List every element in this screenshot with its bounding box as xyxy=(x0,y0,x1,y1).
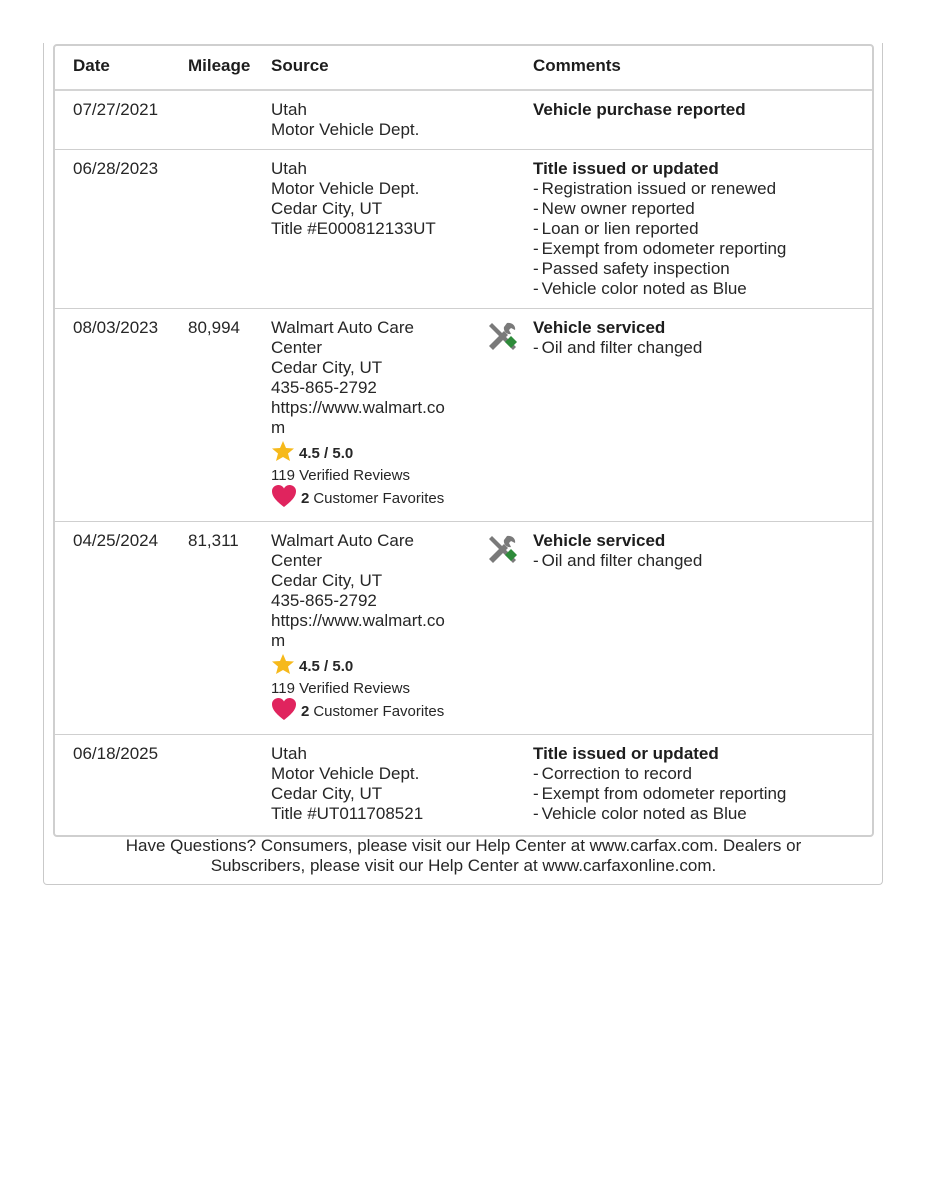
heart-icon xyxy=(271,697,297,727)
row-comments xyxy=(533,531,863,571)
source-line: Cedar City, UT xyxy=(271,358,383,377)
source-line: Walmart Auto Care xyxy=(271,318,414,337)
row-mileage: 80,994 xyxy=(188,318,240,337)
comment-item-text: New owner reported xyxy=(541,199,695,218)
row-comments xyxy=(533,744,863,824)
row-date: 06/18/2025 xyxy=(73,744,159,763)
favorites-label: Customer Favorites xyxy=(313,490,445,507)
comment-title: Vehicle purchase reported xyxy=(533,100,746,119)
customer-favorites xyxy=(271,700,471,724)
rating-score: 4.5 / 5.0 xyxy=(299,445,354,462)
comment-item-text: Exempt from odometer reporting xyxy=(541,239,787,258)
comment-item-text: Passed safety inspection xyxy=(541,259,730,278)
header-mileage: Mileage xyxy=(188,56,251,75)
reviews-count: 119 Verified Reviews xyxy=(271,467,410,484)
comment-title: Title issued or updated xyxy=(533,159,719,178)
table-row xyxy=(55,522,872,735)
table-row xyxy=(55,309,872,522)
row-date: 06/28/2023 xyxy=(73,159,159,178)
rating xyxy=(271,656,471,678)
star-icon xyxy=(271,440,295,468)
comment-title: Vehicle serviced xyxy=(533,318,666,337)
row-source xyxy=(271,531,471,724)
comment-item: - Registration issued or renewed xyxy=(533,179,777,198)
comment-item-text: Correction to record xyxy=(541,764,692,783)
source-line: Cedar City, UT xyxy=(271,784,383,803)
comment-item: - Exempt from odometer reporting xyxy=(533,784,787,803)
favorites-count: 2 xyxy=(301,490,310,507)
table-header xyxy=(55,46,872,91)
row-comments xyxy=(533,318,863,358)
row-comments xyxy=(533,100,863,120)
row-comments xyxy=(533,159,863,299)
source-line: m xyxy=(271,631,286,650)
row-source xyxy=(271,744,471,824)
table-row xyxy=(55,735,872,835)
reviews-count: 119 Verified Reviews xyxy=(271,680,410,697)
source-line: Utah xyxy=(271,100,307,119)
table-row xyxy=(55,150,872,309)
rating-score: 4.5 / 5.0 xyxy=(299,658,354,675)
comment-item: - Oil and filter changed xyxy=(533,338,703,357)
comment-item-text: Oil and filter changed xyxy=(541,338,703,357)
favorites-label: Customer Favorites xyxy=(313,703,445,720)
source-line: 435-865-2792 xyxy=(271,378,377,397)
source-line: Motor Vehicle Dept. xyxy=(271,179,420,198)
footer-line-1: Have Questions? Consumers, please visit our Help Center at www.carfax.com. Dealers or xyxy=(125,836,802,855)
heart-icon xyxy=(271,484,297,514)
comment-item-text: Exempt from odometer reporting xyxy=(541,784,787,803)
help-footer xyxy=(53,836,874,876)
source-line: Center xyxy=(271,338,323,357)
header-comments: Comments xyxy=(533,56,621,75)
source-line: Walmart Auto Care xyxy=(271,531,414,550)
source-line: Title #E000812133UT xyxy=(271,219,436,238)
service-wrench-icon xyxy=(485,533,519,567)
source-line: Utah xyxy=(271,744,307,763)
comment-title: Vehicle serviced xyxy=(533,531,666,550)
source-line: m xyxy=(271,418,286,437)
comment-item: - Vehicle color noted as Blue xyxy=(533,279,747,298)
history-table xyxy=(53,44,874,837)
favorites-count: 2 xyxy=(301,703,310,720)
row-source xyxy=(271,318,471,511)
table-row xyxy=(55,91,872,150)
header-date: Date xyxy=(73,56,110,75)
source-line: 435-865-2792 xyxy=(271,591,377,610)
comment-item-text: Vehicle color noted as Blue xyxy=(541,804,747,823)
source-line: Utah xyxy=(271,159,307,178)
source-line: Center xyxy=(271,551,323,570)
comment-item: - Oil and filter changed xyxy=(533,551,703,570)
source-line: Title #UT011708521 xyxy=(271,804,424,823)
header-source: Source xyxy=(271,56,329,75)
comment-item: - Loan or lien reported xyxy=(533,219,699,238)
row-source xyxy=(271,159,471,239)
rating xyxy=(271,443,471,465)
comment-item: - Exempt from odometer reporting xyxy=(533,239,787,258)
source-line: Cedar City, UT xyxy=(271,199,383,218)
source-line: https://www.walmart.co xyxy=(271,611,445,630)
comment-item-text: Vehicle color noted as Blue xyxy=(541,279,747,298)
comment-item-text: Oil and filter changed xyxy=(541,551,703,570)
source-line: https://www.walmart.co xyxy=(271,398,445,417)
service-wrench-icon xyxy=(485,320,519,354)
row-date: 04/25/2024 xyxy=(73,531,159,550)
row-date: 08/03/2023 xyxy=(73,318,159,337)
comment-item: - Correction to record xyxy=(533,764,692,783)
customer-favorites xyxy=(271,487,471,511)
table-body xyxy=(55,91,872,835)
row-source xyxy=(271,100,471,140)
row-mileage: 81,311 xyxy=(188,531,239,550)
row-date: 07/27/2021 xyxy=(73,100,159,119)
source-line: Cedar City, UT xyxy=(271,571,383,590)
comment-item: - New owner reported xyxy=(533,199,695,218)
source-line: Motor Vehicle Dept. xyxy=(271,120,420,139)
comment-item: - Vehicle color noted as Blue xyxy=(533,804,747,823)
comment-item-text: Registration issued or renewed xyxy=(541,179,777,198)
comment-item: - Passed safety inspection xyxy=(533,259,730,278)
comment-title: Title issued or updated xyxy=(533,744,719,763)
star-icon xyxy=(271,653,295,681)
comment-item-text: Loan or lien reported xyxy=(541,219,699,238)
source-line: Motor Vehicle Dept. xyxy=(271,764,420,783)
footer-line-2: Subscribers, please visit our Help Center at www.carfaxonline.com. xyxy=(210,856,717,875)
